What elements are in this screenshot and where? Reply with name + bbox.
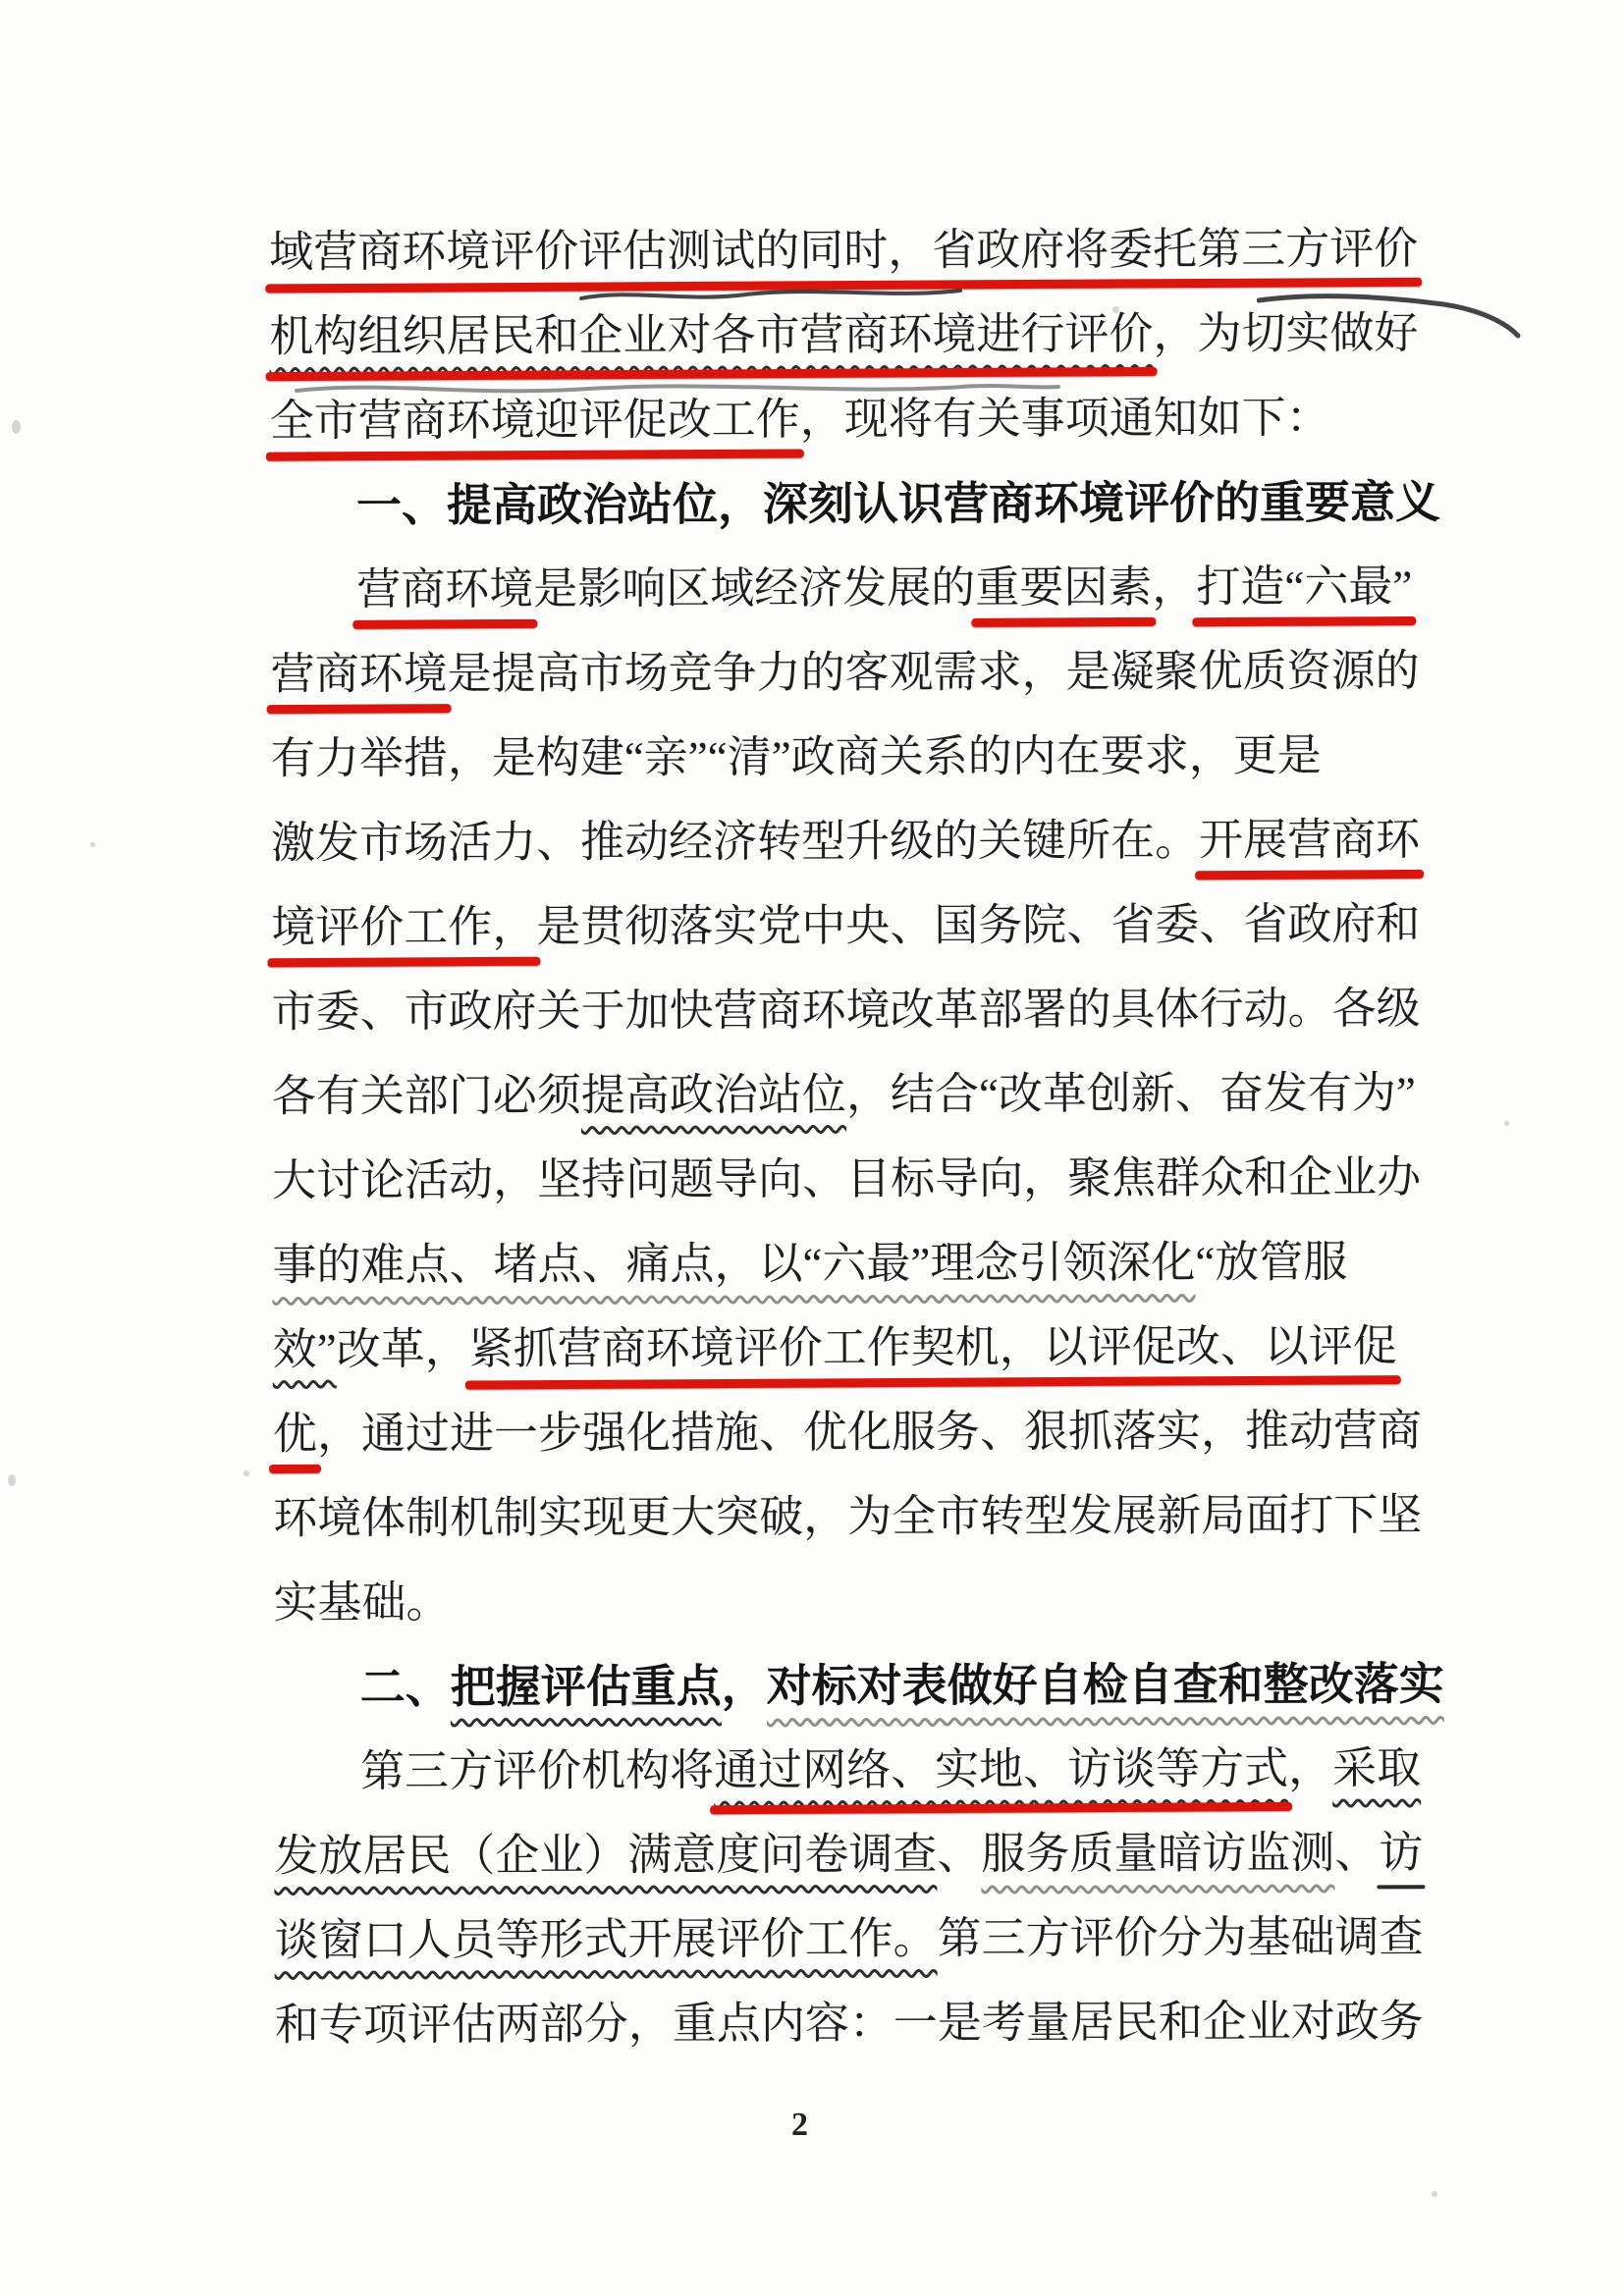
scan-speck bbox=[1504, 1121, 1509, 1126]
text-line bbox=[271, 881, 1459, 970]
text-segment: 各有关部门必须 bbox=[271, 1070, 581, 1121]
scan-speck bbox=[630, 1700, 636, 1706]
text-line bbox=[270, 375, 1458, 463]
scan-speck bbox=[1112, 306, 1119, 313]
text-line bbox=[272, 1050, 1460, 1139]
text-segment: 采取 bbox=[1331, 1743, 1422, 1793]
text-segment: 有力举措，是构建“亲”“清”政商关系的内在要求，更是 bbox=[270, 730, 1322, 783]
text-segment: 紧抓营商环境评价工作契机，以评促改、以评促 bbox=[468, 1321, 1397, 1374]
text-segment: 对标对表做好自检自查和整改落实 bbox=[766, 1658, 1444, 1712]
text-segment: 事的难点、堵点、痛点，以“六最”理念引领深化 bbox=[272, 1237, 1196, 1290]
text-line bbox=[273, 1388, 1461, 1476]
section-heading-2 bbox=[274, 1641, 1462, 1730]
text-segment: ， bbox=[721, 1660, 767, 1712]
text-line bbox=[271, 713, 1459, 801]
text-segment: 一、提高政治站位，深刻认识营商环境评价的重要意义 bbox=[355, 476, 1441, 531]
text-segment: 营商环境 bbox=[270, 649, 448, 699]
text-segment: 境评价工作， bbox=[271, 902, 537, 952]
scan-speck bbox=[8, 1474, 16, 1486]
text-segment: 、 bbox=[937, 1829, 982, 1879]
text-line bbox=[272, 1135, 1460, 1223]
text-segment: 通过网络、实地、访谈等方式 bbox=[713, 1743, 1289, 1795]
text-line bbox=[274, 1895, 1462, 1983]
text-line bbox=[271, 966, 1459, 1054]
text-segment: 和专项评估两部分，重点内容：一是考量居民和企业对政务 bbox=[274, 1997, 1424, 2050]
text-segment: 谈窗口人员等形式开展评价工作。 bbox=[274, 1913, 938, 1965]
text-segment: 改革， bbox=[336, 1324, 469, 1374]
text-line bbox=[269, 291, 1457, 379]
scan-speck bbox=[1432, 2191, 1437, 2197]
text-segment: ，通过进一步强化措施、优化服务、狠抓落实，推动营商 bbox=[316, 1406, 1423, 1459]
text-segment: ，为切实做好 bbox=[1153, 308, 1419, 359]
text-segment: 第三方评价机构将 bbox=[359, 1745, 715, 1796]
text-segment: 服务质量暗访监测 bbox=[981, 1828, 1335, 1879]
text-segment: 是影响区域经济发展的 bbox=[533, 562, 976, 614]
text-segment: 实基础。 bbox=[273, 1577, 451, 1628]
scan-speck bbox=[244, 1470, 249, 1476]
text-segment: ，结合“改革创新、奋发有为” bbox=[845, 1068, 1416, 1120]
text-segment: 二、 bbox=[359, 1661, 451, 1713]
text-line bbox=[272, 1219, 1460, 1308]
text-segment: 把握评估重点 bbox=[450, 1660, 722, 1713]
text-segment: ，现将有关事项通知如下： bbox=[799, 393, 1330, 445]
document-text-block bbox=[269, 206, 1463, 2067]
scan-speck bbox=[90, 842, 95, 847]
text-line bbox=[274, 1810, 1462, 1898]
text-line bbox=[274, 1726, 1462, 1814]
text-segment: 重要因素 bbox=[975, 562, 1153, 613]
text-segment: 市委、市政府关于加快营商环境改革部署的具体行动。各级 bbox=[271, 984, 1421, 1037]
text-line bbox=[269, 206, 1457, 294]
text-segment: 全市营商环境迎评促改工作 bbox=[269, 395, 800, 446]
text-segment: ， bbox=[1287, 1743, 1333, 1793]
text-line bbox=[271, 797, 1459, 885]
text-segment: 提高政治站位 bbox=[580, 1070, 846, 1120]
text-segment: 环境体制机制实现更大突破，为全市转型发展新局面打下坚 bbox=[273, 1490, 1423, 1543]
section-heading-1 bbox=[270, 459, 1458, 548]
text-segment: 发放居民（企业）满意度问卷调查 bbox=[274, 1829, 938, 1881]
text-segment: 效” bbox=[272, 1324, 337, 1374]
text-segment: 访 bbox=[1379, 1828, 1424, 1878]
text-segment: 、 bbox=[1334, 1828, 1380, 1878]
text-segment: 第三方评价分为基础调查 bbox=[937, 1912, 1424, 1963]
text-line bbox=[273, 1304, 1461, 1392]
page-number: 2 bbox=[791, 2107, 808, 2143]
text-segment: 大讨论活动，坚持问题导向、目标导向，聚焦群众和企业办 bbox=[272, 1152, 1422, 1205]
text-segment: 是贯彻落实党中央、国务院、省委、省政府和 bbox=[536, 899, 1421, 952]
text-line bbox=[273, 1557, 1461, 1645]
text-segment: 是提高市场竞争力的客观需求，是凝聚优质资源的 bbox=[447, 646, 1420, 699]
text-segment: 激发市场活力、推动经济转型升级的关键所在。 bbox=[270, 815, 1200, 868]
text-segment: 域营商环境评价评估测试的同时，省政府将委托第三方评价 bbox=[269, 224, 1419, 277]
text-line bbox=[270, 544, 1458, 632]
text-segment: 打造“六最” bbox=[1196, 561, 1413, 612]
text-segment: 优 bbox=[272, 1409, 318, 1459]
text-segment: ， bbox=[1152, 561, 1197, 613]
text-line bbox=[275, 1979, 1463, 2067]
text-segment: 营商环境 bbox=[356, 564, 534, 614]
text-segment: 机构组织居民和企业对各市营商环境进行评价 bbox=[269, 309, 1154, 361]
text-segment: 开展营商环 bbox=[1198, 815, 1421, 865]
text-line bbox=[273, 1472, 1461, 1561]
text-segment: “放管服 bbox=[1195, 1237, 1348, 1287]
scan-speck bbox=[12, 420, 21, 434]
text-line bbox=[270, 628, 1458, 717]
